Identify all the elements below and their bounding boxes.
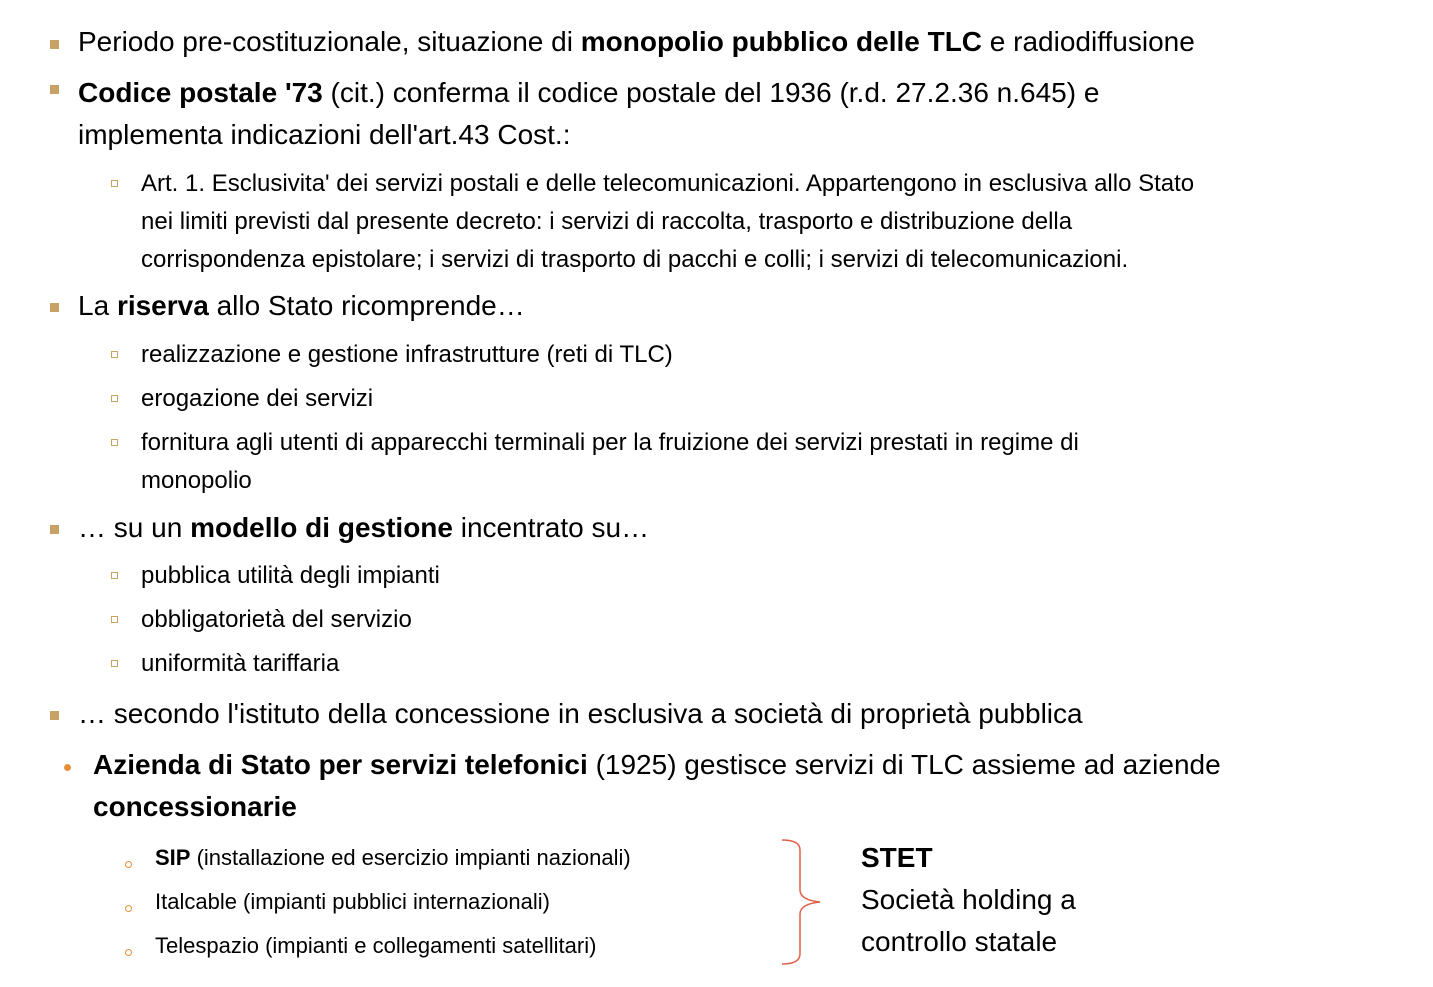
sub-bullet-ring-icon: [125, 861, 132, 868]
bullet-3: La riserva allo Stato ricomprende…: [78, 290, 525, 321]
sub-bullet-icon: [111, 180, 118, 187]
sub-bullet-ring-icon: [125, 949, 132, 956]
bullet-dot-icon: [64, 764, 71, 771]
sub-bullet-ring-icon: [125, 905, 132, 912]
sip-item: SIP (installazione ed esercizio impianti nazionali): [155, 845, 631, 870]
bullet-5: … secondo l'istituto della concessione in esclusiva a società di proprietà pubblica: [78, 698, 1083, 729]
riserva-item-2: erogazione dei servizi: [141, 385, 374, 412]
bullet-1: Periodo pre-costituzionale, situazione di monopolio pubblico delle TLC e radiodiffusione: [78, 26, 1195, 57]
riserva-item-3-line-2: monopolio: [141, 467, 252, 494]
modello-item-3: uniformità tariffaria: [141, 650, 340, 677]
bullet-square-icon: [50, 303, 59, 312]
riserva-item-3: fornitura agli utenti di apparecchi terminali per la fruizione dei servizi prestati in regime di: [141, 429, 1079, 456]
modello-item-1: pubblica utilità degli impianti: [141, 562, 440, 589]
italcable-item: Italcable (impianti pubblici internazionali): [155, 889, 550, 914]
bullet-2: Codice postale '73 (cit.) conferma il codice postale del 1936 (r.d. 27.2.36 n.645) e: [78, 77, 1100, 108]
sub-bullet-icon: [111, 660, 118, 667]
right-brace-icon: [780, 838, 825, 968]
bullet-4: … su un modello di gestione incentrato su…: [78, 512, 650, 543]
bullet-square-icon: [50, 525, 59, 534]
bullet-square-icon: [50, 40, 59, 49]
art1-line-3: corrispondenza epistolare; i servizi di trasporto di pacchi e colli; i servizi di telecomunicazioni.: [141, 246, 1129, 273]
stet-title: STET: [861, 842, 933, 873]
art1-line-1: Art. 1. Esclusivita' dei servizi postali e delle telecomunicazioni. Appartengono in esclusiva allo Stato: [141, 170, 1195, 197]
sub-bullet-icon: [111, 572, 118, 579]
art1-line-2: nei limiti previsti dal presente decreto: i servizi di raccolta, trasporto e distribuzione della: [141, 208, 1073, 235]
bullet-6-line-2: concessionarie: [93, 791, 297, 822]
stet-line-1: Società holding a: [861, 884, 1076, 915]
modello-item-2: obbligatorietà del servizio: [141, 606, 412, 633]
bullet-square-icon: [50, 711, 59, 720]
sub-bullet-icon: [111, 439, 118, 446]
sub-bullet-icon: [111, 351, 118, 358]
bullet-2-line-2: implementa indicazioni dell'art.43 Cost.:: [78, 119, 571, 150]
stet-line-2: controllo statale: [861, 926, 1058, 957]
bullet-6: Azienda di Stato per servizi telefonici (1925) gestisce servizi di TLC assieme ad aziende: [93, 749, 1221, 780]
sub-bullet-icon: [111, 395, 118, 402]
riserva-item-1: realizzazione e gestione infrastrutture (reti di TLC): [141, 341, 673, 368]
telespazio-item: Telespazio (impianti e collegamenti satellitari): [155, 933, 597, 958]
sub-bullet-icon: [111, 616, 118, 623]
bullet-square-icon: [50, 85, 59, 94]
